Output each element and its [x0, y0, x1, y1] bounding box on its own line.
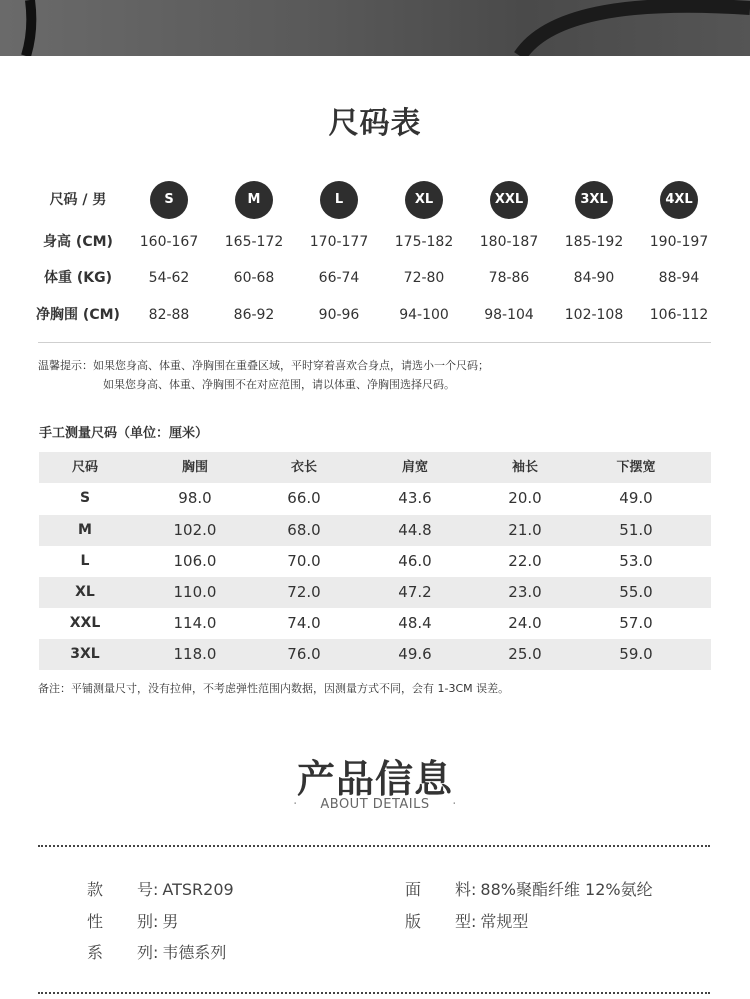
size-chart-title: 尺码表: [328, 106, 422, 141]
value-cell: 53.0: [619, 552, 653, 570]
field-colon: :: [153, 912, 159, 931]
value-cell: 20.0: [508, 489, 542, 507]
value-cell: 70.0: [287, 552, 321, 570]
value-cell: 49.6: [398, 645, 432, 663]
section-divider: [38, 342, 711, 343]
range-cell: 88-94: [658, 270, 700, 286]
value-cell: 110.0: [173, 583, 217, 601]
range-cell: 94-100: [399, 307, 449, 323]
value-cell: 76.0: [287, 645, 321, 663]
row-label: 体重 (KG): [43, 270, 112, 286]
column-header: 尺码: [71, 460, 98, 475]
field-value: 男: [162, 912, 179, 931]
measurement-title: 手工测量尺码（单位：厘米）: [39, 426, 209, 441]
size-circle-m: M: [235, 181, 273, 219]
value-cell: 66.0: [287, 489, 321, 507]
size-circle-xxl: XXL: [490, 181, 528, 219]
range-cell: 175-182: [394, 234, 454, 250]
value-cell: 102.0: [173, 521, 217, 539]
value-cell: 46.0: [398, 552, 432, 570]
range-cell: 190-197: [649, 234, 709, 250]
field-key: 面料: [405, 880, 471, 899]
value-cell: 114.0: [173, 614, 217, 632]
column-header: 肩宽: [401, 460, 428, 475]
value-cell: 24.0: [508, 614, 542, 632]
value-cell: 21.0: [508, 521, 542, 539]
size-cell: S: [79, 490, 91, 506]
decor-dot-right: ·: [452, 797, 457, 812]
product-info-title: 产品信息: [296, 757, 453, 801]
value-cell: 57.0: [619, 614, 653, 632]
field-value: 88%聚酯纤维 12%氨纶: [480, 880, 653, 899]
column-header: 下摆宽: [616, 460, 656, 475]
range-cell: 86-92: [233, 307, 275, 323]
measurement-note: 备注：平铺测量尺寸，没有拉伸，不考虑弹性范围内数据，因测量方式不同，会有 1-3CM 误差。: [38, 682, 510, 695]
top-banner-image: [0, 0, 750, 56]
value-cell: 98.0: [178, 489, 212, 507]
range-cell: 72-80: [403, 270, 445, 286]
size-circle-s: S: [150, 181, 188, 219]
field-value: 韦德系列: [162, 943, 227, 962]
table-row: [39, 577, 711, 608]
size-header-row: [30, 180, 725, 220]
dotted-divider-bottom: [38, 992, 710, 994]
field-colon: :: [471, 880, 477, 899]
value-cell: 118.0: [173, 645, 217, 663]
height-row: [30, 222, 725, 262]
size-circle-xl: XL: [405, 181, 443, 219]
field-key: 性别: [87, 912, 153, 931]
range-cell: 106-112: [649, 307, 709, 323]
value-cell: 72.0: [287, 583, 321, 601]
table-row: [39, 483, 711, 514]
range-cell: 160-167: [139, 234, 199, 250]
field-colon: :: [153, 880, 159, 899]
field-series: [87, 940, 226, 963]
range-cell: 60-68: [233, 270, 275, 286]
field-colon: :: [153, 943, 159, 962]
table-row: [39, 608, 711, 639]
table-row: [39, 546, 711, 577]
field-fabric: [405, 877, 653, 900]
decor-dot-left: ·: [293, 797, 298, 812]
value-cell: 43.6: [398, 489, 432, 507]
value-cell: 22.0: [508, 552, 542, 570]
size-label: 尺码 / 男: [49, 192, 107, 208]
table-row: [39, 639, 711, 670]
value-cell: 55.0: [619, 583, 653, 601]
field-fit: [405, 909, 528, 932]
column-header: 胸围: [181, 460, 208, 475]
range-cell: 78-86: [488, 270, 530, 286]
size-circle-l: L: [320, 181, 358, 219]
range-cell: 66-74: [318, 270, 360, 286]
banner-graphic: [0, 0, 750, 56]
weight-row: [30, 258, 725, 298]
table-header-row: [39, 452, 711, 483]
range-cell: 165-172: [224, 234, 284, 250]
value-cell: 25.0: [508, 645, 542, 663]
range-cell: 170-177: [309, 234, 369, 250]
field-style-number: [87, 877, 234, 900]
product-info-subtitle: [0, 797, 750, 812]
value-cell: 68.0: [287, 521, 321, 539]
range-cell: 102-108: [564, 307, 624, 323]
value-cell: 106.0: [173, 552, 217, 570]
field-value: 常规型: [480, 912, 529, 931]
size-cell: 3XL: [70, 646, 100, 662]
chest-row: [30, 295, 725, 335]
field-gender: [87, 909, 178, 932]
tip-line-2: 如果您身高、体重、净胸围不在对应范围，请以体重、净胸围选择尺码。: [103, 378, 455, 391]
field-key: 版型: [405, 912, 471, 931]
range-cell: 84-90: [573, 270, 615, 286]
value-cell: 44.8: [398, 521, 432, 539]
size-circle-3xl: 3XL: [575, 181, 613, 219]
value-cell: 48.4: [398, 614, 432, 632]
size-cell: L: [80, 553, 90, 569]
field-key: 款号: [87, 880, 153, 899]
range-cell: 98-104: [484, 307, 534, 323]
value-cell: 59.0: [619, 645, 653, 663]
range-cell: 185-192: [564, 234, 624, 250]
column-header: 袖长: [511, 460, 538, 475]
value-cell: 23.0: [508, 583, 542, 601]
row-label: 身高 (CM): [43, 234, 113, 250]
size-cell: XL: [75, 584, 95, 600]
dotted-divider-top: [38, 845, 710, 847]
range-cell: 82-88: [148, 307, 190, 323]
field-colon: :: [471, 912, 477, 931]
row-label: 净胸围 (CM): [36, 307, 120, 323]
range-cell: 54-62: [148, 270, 190, 286]
field-value: ATSR209: [162, 880, 234, 899]
size-circle-4xl: 4XL: [660, 181, 698, 219]
about-details-label: ABOUT DETAILS: [320, 797, 430, 812]
value-cell: 51.0: [619, 521, 653, 539]
size-cell: XXL: [69, 615, 101, 631]
range-cell: 90-96: [318, 307, 360, 323]
range-cell: 180-187: [479, 234, 539, 250]
table-row: [39, 515, 711, 546]
tip-line-1: 温馨提示：如果您身高、体重、净胸围在重叠区域，平时穿着喜欢合身点，请选小一个尺码；: [38, 359, 489, 372]
field-key: 系列: [87, 943, 153, 962]
size-cell: M: [78, 522, 92, 538]
value-cell: 47.2: [398, 583, 432, 601]
value-cell: 74.0: [287, 614, 321, 632]
value-cell: 49.0: [619, 489, 653, 507]
column-header: 衣长: [290, 460, 317, 475]
